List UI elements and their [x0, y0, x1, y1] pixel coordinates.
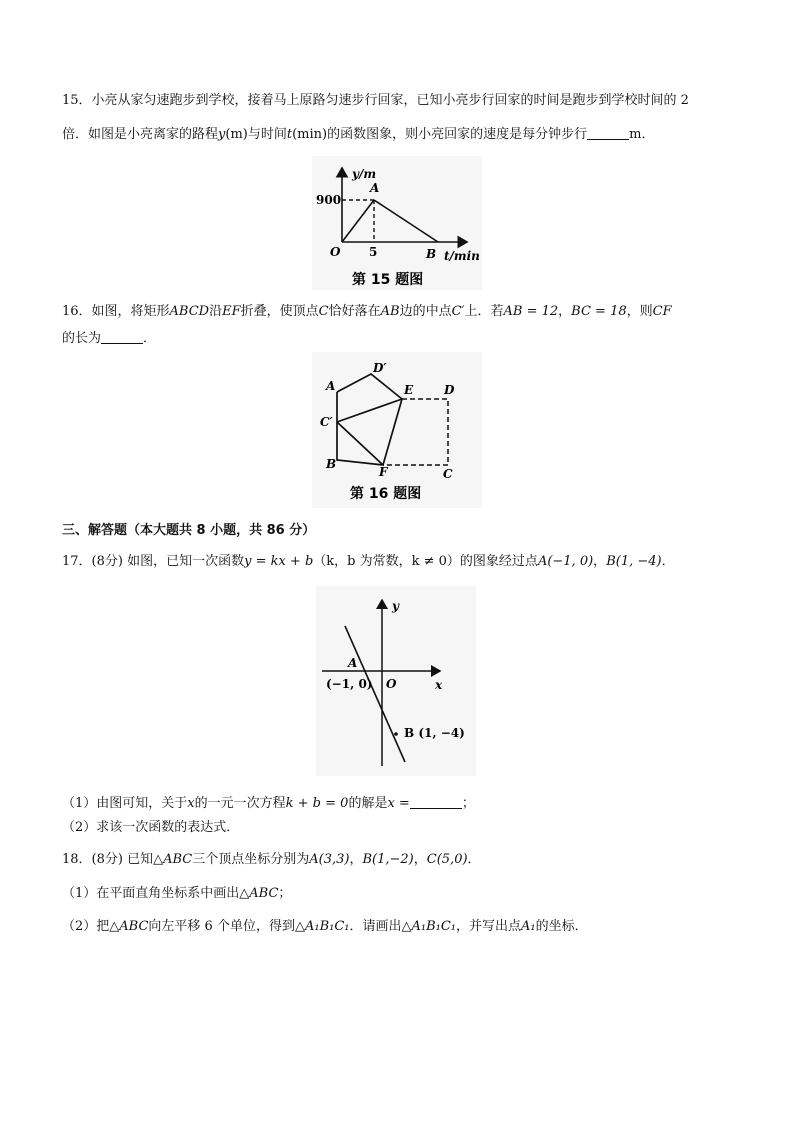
q17-sub1-x-eq: x =	[387, 796, 410, 811]
q17-sub1	[62, 794, 475, 813]
q17-line1	[62, 553, 675, 571]
q16-cprime: C′	[451, 304, 465, 319]
q16-text-b: 沿	[209, 304, 223, 319]
q17-y-label: y	[392, 599, 399, 613]
q18-sub2-text-e: 的坐标．	[535, 919, 588, 934]
q18-point-a: A(3,3)	[309, 852, 350, 867]
q15-label-b: B	[426, 247, 437, 261]
q17-sub1-x: x	[187, 796, 195, 811]
q18-sub1	[62, 885, 291, 903]
q18-sub1-end: ；	[278, 886, 292, 901]
q15-x-label: t/min	[444, 249, 480, 263]
q18-sub2-abc: ABC	[119, 919, 149, 934]
q16-eq-bc: BC = 18	[571, 304, 627, 319]
q16-c: C	[318, 304, 329, 319]
q15-end: m．	[629, 127, 655, 142]
q16-label-d: D	[444, 383, 455, 397]
q15-walk-segment	[374, 200, 438, 242]
q15-line2	[62, 125, 654, 144]
q17-end: ．	[661, 554, 675, 569]
q15-answer-blank[interactable]	[587, 125, 629, 140]
q16-figure	[312, 352, 482, 508]
q18-sub1-abc: ABC	[249, 886, 279, 901]
q17-point-b: B(1, −4)	[606, 554, 662, 569]
q16-label-cprime: C′	[320, 415, 333, 429]
q17-label-a-coord: (−1, 0)	[326, 677, 373, 691]
q15-tick-5: 5	[369, 245, 378, 259]
q18-text-a: 18．(8分) 已知△	[62, 852, 164, 867]
q16-label-a: A	[326, 379, 336, 393]
q16-line1	[62, 303, 672, 321]
q16-answer-blank[interactable]	[101, 329, 143, 344]
q17-sub1-eq: k + b = 0	[285, 796, 349, 811]
q16-label-e: E	[404, 383, 414, 397]
q16-cf: CF	[652, 304, 672, 319]
q17-point-a: A(−1, 0)	[537, 554, 594, 569]
q15-caption: 第 15 题图	[352, 272, 424, 288]
q16-text-d: 恰好落在	[328, 304, 381, 319]
q18-point-c: C(5,0)	[426, 852, 468, 867]
q15-run-segment	[342, 200, 374, 242]
q16-label-dprime: D′	[373, 361, 387, 375]
q18-sub2-text-d: ，并写出点	[456, 919, 522, 934]
q18-sep2: ，	[413, 852, 427, 867]
q16-ab: AB	[380, 304, 400, 319]
q15-figure	[312, 156, 482, 290]
q18-sub2-a1: A₁	[521, 919, 536, 934]
q18-end: ．	[467, 852, 481, 867]
q17-answer-blank[interactable]	[410, 794, 462, 809]
q17-formula: y = kx + b	[244, 554, 314, 569]
q16-end: ．	[143, 331, 157, 346]
q16-line2	[62, 329, 156, 348]
q15-line1: 15．小亮从家匀速跑步到学校，接着马上原路匀速步行回家，已知小亮步行回家的时间是跑步到学校时间的 2	[62, 93, 689, 108]
q15-var-t: t	[286, 127, 293, 142]
q15-text-c: 的函数图象，则小亮回家的速度是每分钟步行	[327, 127, 588, 142]
q18-sub2	[62, 918, 588, 936]
q18-abc: ABC	[163, 852, 193, 867]
q17-sub1-end: ；	[461, 796, 475, 811]
q18-sub2-triangle2: A₁B₁C₁	[411, 919, 457, 934]
q16-label-f: F	[379, 465, 388, 479]
q17-sub2: （2）求该一次函数的表达式．	[62, 820, 240, 835]
q16-text-h: 的长为	[62, 331, 102, 346]
section3-heading: 三、解答题（本大题共 8 小题，共 86 分）	[62, 523, 316, 538]
q15-unit-min: (min)	[292, 127, 328, 142]
q16-eq-ab: AB = 12	[503, 304, 559, 319]
q15-text-b: 与时间	[247, 127, 287, 142]
q17-label-o: O	[386, 677, 397, 691]
q17-sub1-text-a: （1）由图可知，关于	[62, 796, 188, 811]
q17-function-line	[345, 626, 405, 762]
q15-tick-900: 900	[316, 193, 342, 207]
q15-y-label: y/m	[352, 167, 377, 181]
q16-label-c: C	[443, 467, 453, 481]
q15-unit-m: (m)	[225, 127, 248, 142]
q15-var-y: y	[218, 127, 226, 142]
q16-text-c: 折叠，使顶点	[240, 304, 319, 319]
q18-text-b: 三个顶点坐标分别为	[192, 852, 310, 867]
q17-sub1-text-c: 的解是	[348, 796, 388, 811]
q16-label-b: B	[326, 457, 337, 471]
q15-text-a: 倍．如图是小亮离家的路程	[62, 127, 219, 142]
q17-x-label: x	[435, 678, 443, 692]
q16-text-g: ，则	[626, 304, 653, 319]
q16-comma: ，	[558, 304, 572, 319]
q18-sub1-text-a: （1）在平面直角坐标系中画出△	[62, 886, 250, 901]
q18-sub2-triangle1: A₁B₁C₁	[304, 919, 350, 934]
q17-figure	[316, 586, 476, 776]
q16-text-f: 上．若	[464, 304, 504, 319]
q16-ef: EF	[222, 304, 241, 319]
q15-label-o: O	[330, 245, 341, 259]
q17-label-a: A	[348, 656, 358, 670]
q17-text-b: （k，b 为常数，k ≠ 0）的图象经过点	[313, 554, 538, 569]
q17-sub1-text-b: 的一元一次方程	[194, 796, 286, 811]
q18-line1	[62, 851, 481, 869]
q16-abcd: ABCD	[169, 304, 210, 319]
q16-text-e: 边的中点	[399, 304, 452, 319]
q16-edge-cprime-f	[337, 422, 383, 465]
q18-sub2-text-a: （2）把△	[62, 919, 120, 934]
q18-sub2-text-b: 向左平移 6 个单位，得到△	[148, 919, 305, 934]
q16-edge-cprime-e	[337, 399, 402, 422]
q17-point-b-marker	[394, 732, 398, 736]
q16-caption: 第 16 题图	[350, 486, 422, 502]
q17-text-a: 17．(8分) 如图，已知一次函数	[62, 554, 245, 569]
q17-sep: ，	[593, 554, 607, 569]
q17-label-b: B (1, −4)	[404, 726, 465, 740]
q18-sub2-text-c: ．请画出△	[349, 919, 412, 934]
q15-label-a: A	[370, 181, 380, 195]
q18-sep1: ，	[349, 852, 363, 867]
q16-text-a: 16．如图，将矩形	[62, 304, 170, 319]
q18-point-b: B(1,−2)	[362, 852, 414, 867]
